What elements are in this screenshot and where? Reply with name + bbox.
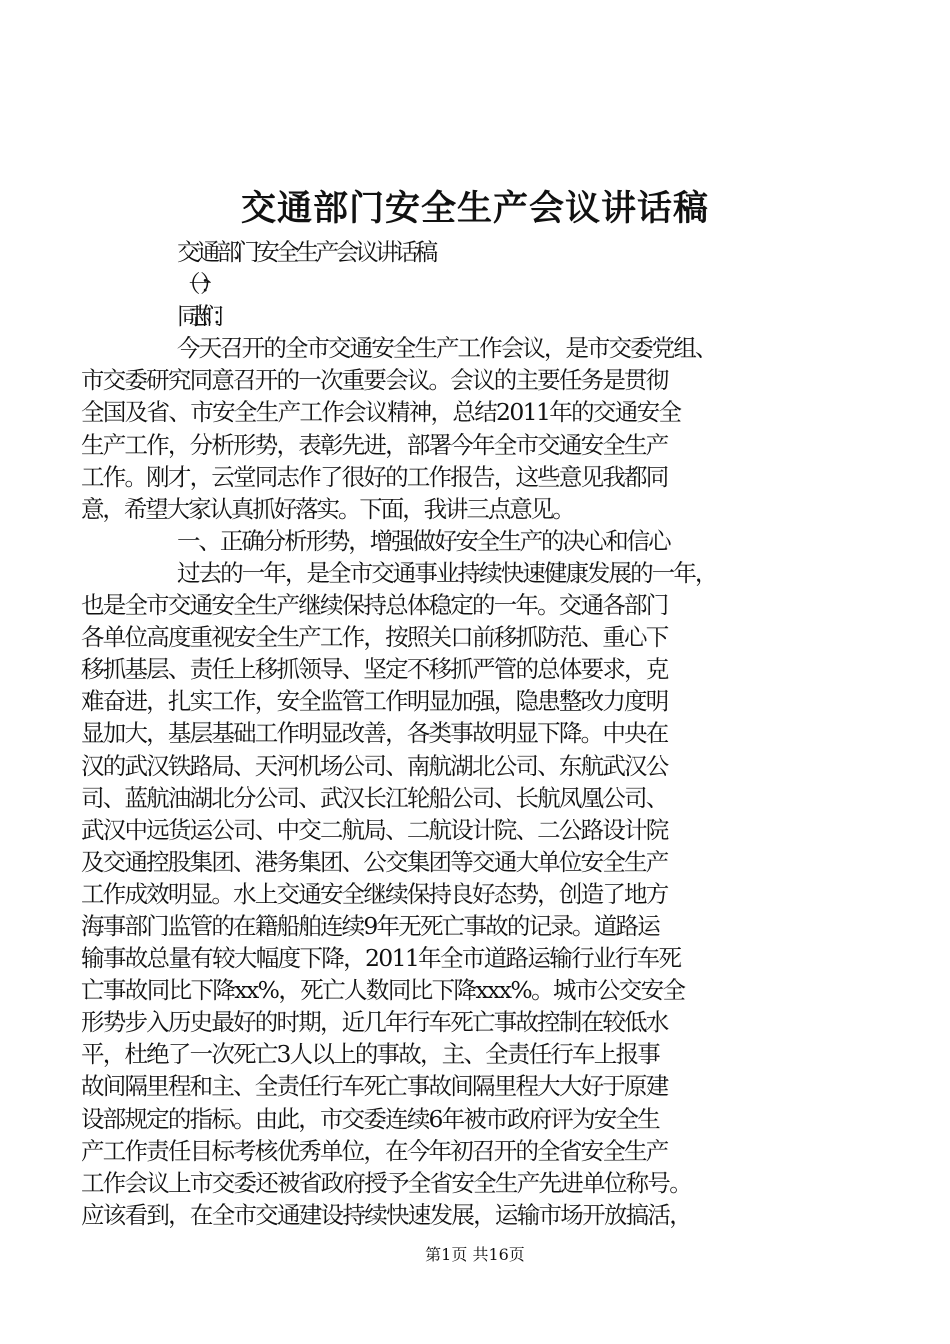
paragraph — [129, 300, 841, 332]
paragraph — [129, 525, 841, 557]
text-line: 工作。刚才，云堂同志作了很好的工作报告，这些意见我都同 — [81, 462, 668, 491]
text-line: 形势步入历史最好的时期，近几年行车死亡事故控制在较低水 — [81, 1008, 668, 1037]
text-line: 输事故总量有较大幅度下降，2011年全市道路运输行业行车死 — [81, 944, 681, 973]
paragraph — [81, 557, 841, 1231]
page-footer: 第1页 共16页 — [425, 1245, 525, 1264]
document-title: 交通部门安全生产会议讲话稿 — [240, 188, 709, 229]
text-line: 同志们： — [177, 302, 223, 331]
paragraph — [81, 332, 841, 525]
paragraph — [129, 268, 841, 300]
text-line: 意，希望大家认真抓好落实。下面，我讲三点意见。 — [81, 494, 574, 523]
text-line: 故间隔里程和主、全责任行车死亡事故间隔里程大大好于原建 — [81, 1072, 668, 1101]
text-line: 移抓基层、责任上移抓领导、坚定不移抓严管的总体要求，克 — [81, 655, 668, 684]
text-line: 司、蓝航油湖北分公司、武汉长江轮船公司、长航凤凰公司、 — [81, 783, 668, 812]
text-line: 今天召开的全市交通安全生产工作会议，是市交委党组、 — [177, 334, 717, 363]
text-line: 各单位高度重视安全生产工作，按照关口前移抓防范、重心下 — [81, 623, 668, 652]
text-line: 平，杜绝了一次死亡3人以上的事故，主、全责任行车上报事 — [81, 1040, 659, 1069]
text-line: 海事部门监管的在籍船舶连续9年无死亡事故的记录。道路运 — [81, 911, 659, 940]
text-line: 应该看到，在全市交通建设持续快速发展，运输市场开放搞活， — [81, 1200, 691, 1229]
text-line: 全国及省、市安全生产工作会议精神，总结2011年的交通安全 — [81, 398, 681, 427]
text-line: 及交通控股集团、港务集团、公交集团等交通大单位安全生产 — [81, 847, 668, 876]
text-line: 汉的武汉铁路局、天河机场公司、南航湖北公司、东航武汉公 — [81, 751, 668, 780]
text-line: 一、正确分析形势，增强做好安全生产的决心和信心 — [177, 526, 670, 555]
text-line: 产工作责任目标考核优秀单位，在今年初召开的全省安全生产 — [81, 1136, 668, 1165]
text-line: 武汉中远货运公司、中交二航局、二航设计院、二公路设计院 — [81, 815, 668, 844]
text-line: 工作会议上市交委还被省政府授予全省安全生产先进单位称号。 — [81, 1168, 691, 1197]
text-line: 也是全市交通安全生产继续保持总体稳定的一年。交通各部门 — [81, 591, 668, 620]
text-line: 市交委研究同意召开的一次重要会议。会议的主要任务是贯彻 — [81, 366, 668, 395]
text-line: 交通部门安全生产会议讲话稿 — [177, 238, 435, 266]
text-line: 过去的一年，是全市交通事业持续快速健康发展的一年， — [177, 558, 717, 587]
text-line: 生产工作，分析形势，表彰先进，部署今年全市交通安全生产 — [81, 430, 668, 459]
text-line: 工作成效明显。水上交通安全继续保持良好态势，创造了地方 — [81, 879, 668, 908]
paragraph — [129, 236, 841, 268]
document-body — [81, 236, 841, 1231]
text-line: 设部规定的指标。由此，市交委连续6年被市政府评为安全生 — [81, 1104, 659, 1133]
text-line: 显加大，基层基础工作明显改善，各类事故明显下降。中央在 — [81, 719, 668, 748]
text-line: 难奋进，扎实工作，安全监管工作明显加强，隐患整改力度明 — [81, 687, 668, 716]
text-line: （一）： — [177, 270, 212, 299]
text-line: 亡事故同比下降xx%，死亡人数同比下降xxx%。城市公交安全 — [81, 976, 685, 1005]
